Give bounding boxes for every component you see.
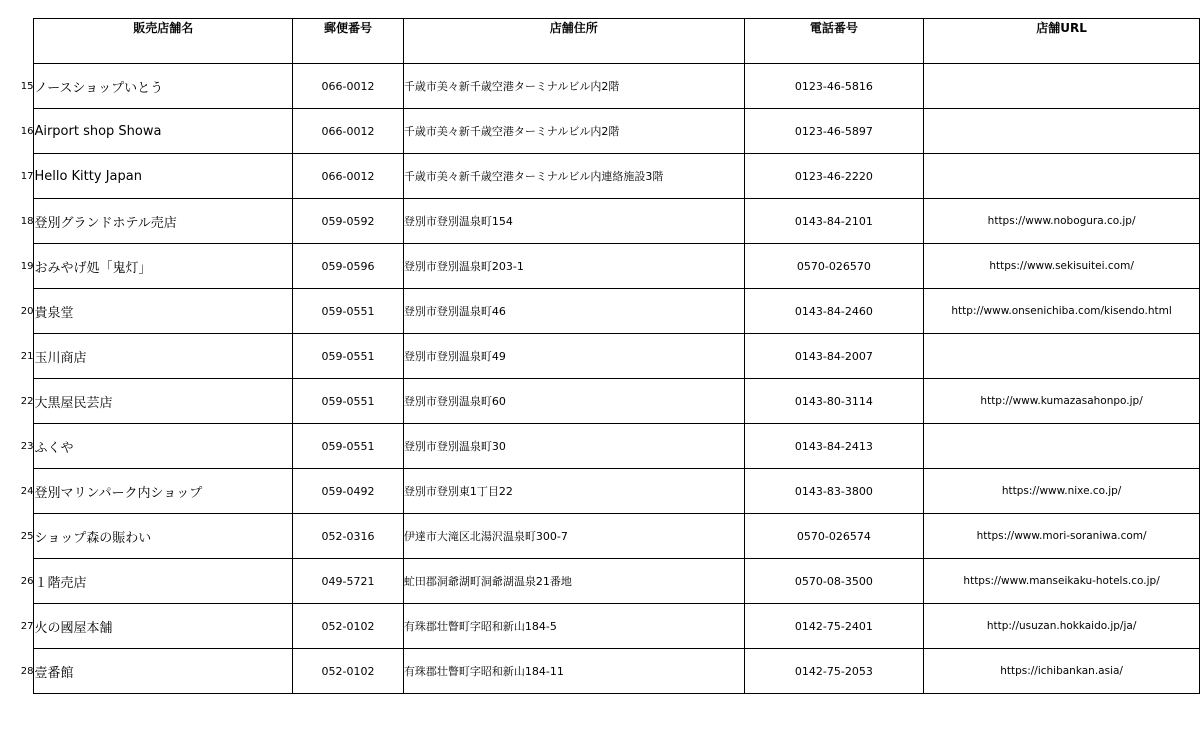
table-row bbox=[12, 154, 1200, 199]
store-url[interactable] bbox=[924, 109, 1200, 154]
phone-number: 0143-84-2413 bbox=[744, 424, 924, 469]
store-url[interactable] bbox=[924, 154, 1200, 199]
store-url[interactable] bbox=[924, 424, 1200, 469]
store-address: 千歳市美々新千歳空港ターミナルビル内2階 bbox=[403, 64, 744, 109]
store-url[interactable]: http://www.onsenichiba.com/kisendo.html bbox=[924, 289, 1200, 334]
header-url: 店舗URL bbox=[924, 19, 1200, 64]
row-number: 19 bbox=[20, 260, 34, 272]
postal-code: 052-0102 bbox=[293, 604, 404, 649]
row-number: 24 bbox=[20, 485, 34, 497]
postal-code: 066-0012 bbox=[293, 109, 404, 154]
store-url[interactable]: https://www.mori-soraniwa.com/ bbox=[924, 514, 1200, 559]
phone-number: 0142-75-2053 bbox=[744, 649, 924, 694]
phone-number: 0570-026570 bbox=[744, 244, 924, 289]
header-postal-code: 郵便番号 bbox=[293, 19, 404, 64]
table-row bbox=[12, 199, 1200, 244]
row-number: 22 bbox=[20, 395, 34, 407]
phone-number: 0570-08-3500 bbox=[744, 559, 924, 604]
phone-number: 0570-026574 bbox=[744, 514, 924, 559]
postal-code: 059-0492 bbox=[293, 469, 404, 514]
header-row bbox=[12, 19, 1200, 64]
store-name: ふくや bbox=[34, 424, 293, 469]
store-name: 火の國屋本舗 bbox=[34, 604, 293, 649]
store-address: 登別市登別温泉町203-1 bbox=[403, 244, 744, 289]
store-name: 貴泉堂 bbox=[34, 289, 293, 334]
postal-code: 049-5721 bbox=[293, 559, 404, 604]
row-number: 18 bbox=[20, 215, 34, 227]
store-url[interactable]: https://www.sekisuitei.com/ bbox=[924, 244, 1200, 289]
store-address: 千歳市美々新千歳空港ターミナルビル内連絡施設3階 bbox=[403, 154, 744, 199]
row-number: 26 bbox=[20, 575, 34, 587]
store-address: 登別市登別温泉町60 bbox=[403, 379, 744, 424]
store-name: Hello Kitty Japan bbox=[34, 154, 293, 199]
phone-number: 0123-46-2220 bbox=[744, 154, 924, 199]
postal-code: 052-0316 bbox=[293, 514, 404, 559]
store-name: Airport shop Showa bbox=[34, 109, 293, 154]
store-address: 登別市登別温泉町154 bbox=[403, 199, 744, 244]
postal-code: 066-0012 bbox=[293, 64, 404, 109]
store-name: 壹番館 bbox=[34, 649, 293, 694]
store-address: 有珠郡壮瞥町字昭和新山184-11 bbox=[403, 649, 744, 694]
phone-number: 0143-84-2007 bbox=[744, 334, 924, 379]
row-number: 15 bbox=[20, 80, 34, 92]
table-row bbox=[12, 244, 1200, 289]
postal-code: 059-0551 bbox=[293, 334, 404, 379]
store-address: 有珠郡壮瞥町字昭和新山184-5 bbox=[403, 604, 744, 649]
table-row bbox=[12, 334, 1200, 379]
store-name: ノースショップいとう bbox=[34, 64, 293, 109]
store-url[interactable]: https://www.nixe.co.jp/ bbox=[924, 469, 1200, 514]
store-url[interactable] bbox=[924, 64, 1200, 109]
table-row bbox=[12, 379, 1200, 424]
header-address: 店舗住所 bbox=[403, 19, 744, 64]
store-address: 登別市登別東1丁目22 bbox=[403, 469, 744, 514]
header-phone: 電話番号 bbox=[744, 19, 924, 64]
store-name: 登別グランドホテル売店 bbox=[34, 199, 293, 244]
table-row bbox=[12, 604, 1200, 649]
store-name: １階売店 bbox=[34, 559, 293, 604]
header-store-name: 販売店舗名 bbox=[34, 19, 293, 64]
store-name: ショップ森の賑わい bbox=[34, 514, 293, 559]
header-number-blank bbox=[12, 19, 34, 64]
table-row bbox=[12, 109, 1200, 154]
store-url[interactable]: https://ichibankan.asia/ bbox=[924, 649, 1200, 694]
row-number: 17 bbox=[20, 170, 34, 182]
phone-number: 0123-46-5816 bbox=[744, 64, 924, 109]
phone-number: 0142-75-2401 bbox=[744, 604, 924, 649]
store-name: おみやげ処「鬼灯」 bbox=[34, 244, 293, 289]
table-row bbox=[12, 649, 1200, 694]
store-table bbox=[12, 18, 1200, 694]
store-address: 登別市登別温泉町46 bbox=[403, 289, 744, 334]
postal-code: 052-0102 bbox=[293, 649, 404, 694]
row-number: 21 bbox=[20, 350, 34, 362]
row-number: 23 bbox=[20, 440, 34, 452]
row-number: 16 bbox=[20, 125, 34, 137]
store-address: 千歳市美々新千歳空港ターミナルビル内2階 bbox=[403, 109, 744, 154]
store-address: 伊達市大滝区北湯沢温泉町300-7 bbox=[403, 514, 744, 559]
table-row bbox=[12, 289, 1200, 334]
postal-code: 059-0551 bbox=[293, 379, 404, 424]
row-number: 25 bbox=[20, 530, 34, 542]
postal-code: 059-0592 bbox=[293, 199, 404, 244]
store-url[interactable] bbox=[924, 334, 1200, 379]
row-number: 28 bbox=[20, 665, 34, 677]
table-row bbox=[12, 64, 1200, 109]
phone-number: 0143-84-2460 bbox=[744, 289, 924, 334]
store-address: 登別市登別温泉町49 bbox=[403, 334, 744, 379]
table-row bbox=[12, 424, 1200, 469]
phone-number: 0143-83-3800 bbox=[744, 469, 924, 514]
store-url[interactable]: http://usuzan.hokkaido.jp/ja/ bbox=[924, 604, 1200, 649]
store-address: 登別市登別温泉町30 bbox=[403, 424, 744, 469]
table-row bbox=[12, 559, 1200, 604]
store-url[interactable]: http://www.kumazasahonpo.jp/ bbox=[924, 379, 1200, 424]
store-url[interactable]: https://www.nobogura.co.jp/ bbox=[924, 199, 1200, 244]
store-address: 虻田郡洞爺湖町洞爺湖温泉21番地 bbox=[403, 559, 744, 604]
store-name: 登別マリンパーク内ショップ bbox=[34, 469, 293, 514]
postal-code: 059-0551 bbox=[293, 424, 404, 469]
postal-code: 059-0551 bbox=[293, 289, 404, 334]
phone-number: 0143-80-3114 bbox=[744, 379, 924, 424]
store-name: 大黒屋民芸店 bbox=[34, 379, 293, 424]
table-row bbox=[12, 469, 1200, 514]
store-table-body bbox=[12, 64, 1200, 694]
table-row bbox=[12, 514, 1200, 559]
store-name: 玉川商店 bbox=[34, 334, 293, 379]
store-url[interactable]: https://www.manseikaku-hotels.co.jp/ bbox=[924, 559, 1200, 604]
phone-number: 0123-46-5897 bbox=[744, 109, 924, 154]
row-number: 20 bbox=[20, 305, 34, 317]
postal-code: 059-0596 bbox=[293, 244, 404, 289]
postal-code: 066-0012 bbox=[293, 154, 404, 199]
row-number: 27 bbox=[20, 620, 34, 632]
phone-number: 0143-84-2101 bbox=[744, 199, 924, 244]
